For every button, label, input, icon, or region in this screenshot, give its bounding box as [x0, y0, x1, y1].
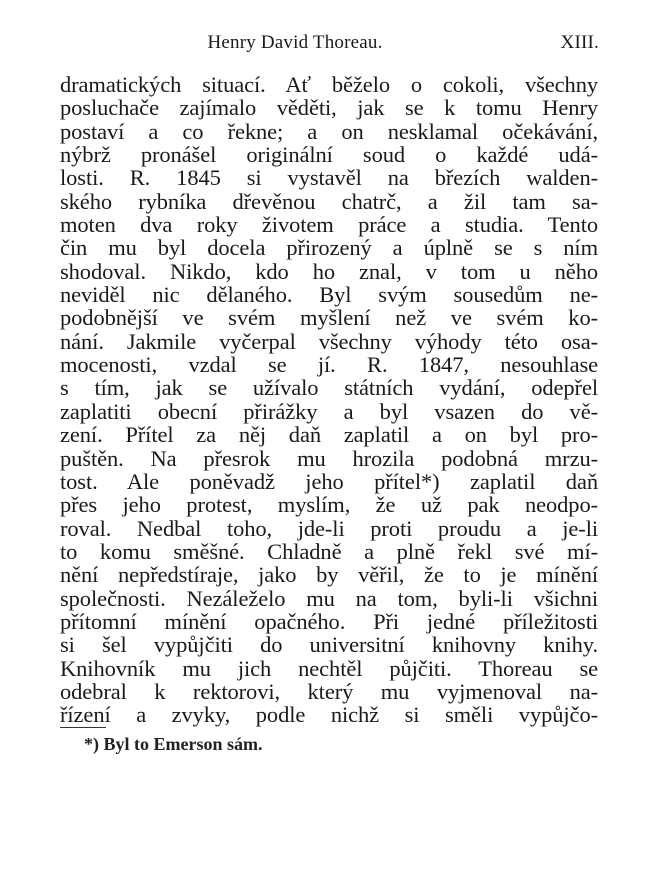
footnote-divider — [60, 727, 106, 728]
body-text — [60, 73, 598, 727]
text-line: zení. Přítel za něj daň zaplatil a on byl pro- — [60, 422, 598, 448]
text-line: posluchače zajímalo věděti, jak se k tomu Henry — [60, 95, 598, 121]
text-line: nění nepředstíraje, jako by věřil, že to je mínění — [60, 562, 598, 588]
text-line: čin mu byl docela přirozený a úplně se s ním — [60, 235, 598, 261]
text-line: s tím, jak se užívalo státních vydání, odepřel — [60, 375, 598, 401]
text-line: přes jeho protest, myslím, že už pak neodpo- — [60, 492, 598, 518]
text-line: dramatických situací. Ať běželo o cokoli, všechny — [60, 72, 598, 97]
text-line: ského rybníka dřevěnou chatrč, a žil tam sa- — [60, 188, 598, 214]
text-line: nání. Jakmile vyčerpal všechny výhody této osa- — [60, 328, 598, 354]
text-line: si šel vypůjčiti do universitní knihovny knihy. — [60, 632, 598, 658]
text-line: podobnější ve svém myšlení než ve svém ko- — [60, 305, 598, 331]
text-line: neviděl nic dělaného. Byl svým sousedům ne- — [60, 282, 598, 308]
page-number: XIII. — [560, 32, 599, 53]
running-header-title: Henry David Thoreau. — [207, 32, 383, 53]
text-line: losti. R. 1845 si vystavěl na březích walden- — [60, 165, 598, 191]
text-line: společnosti. Nezáleželo mu na tom, byli-li všichni — [60, 585, 598, 611]
text-line: puštěn. Na přesrok mu hrozila podobná mrzu- — [60, 445, 598, 471]
text-line: řízení a zvyky, podle nichž si směli vypůjčo- — [60, 702, 598, 728]
text-line: Knihovník mu jich nechtěl půjčiti. Thoreau se — [60, 655, 598, 681]
text-line: roval. Nedbal toho, jde-li proti proudu a je-li — [60, 515, 598, 541]
text-line: shodoval. Nikdo, kdo ho znal, v tom u něho — [60, 258, 598, 284]
text-line: zaplatiti obecní přirážky a byl vsazen do vě- — [60, 398, 598, 424]
text-line: to komu směšné. Chladně a plně řekl své mí- — [60, 538, 598, 564]
text-line: tost. Ale poněvadž jeho přítel*) zaplatil daň — [60, 468, 598, 494]
footnote: *) Byl to Emerson sám. — [84, 734, 263, 754]
text-line: přítomní mínění opačného. Při jedné příležitosti — [60, 608, 598, 634]
text-line: odebral k rektorovi, který mu vyjmenoval na- — [60, 678, 598, 704]
text-line: postaví a co řekne; a on nesklamal očekávání, — [60, 118, 598, 144]
text-line: moten dva roky životem práce a studia. Tento — [60, 212, 598, 238]
text-line: mocenosti, vzdal se jí. R. 1847, nesouhlase — [60, 352, 598, 378]
text-line: nýbrž pronášel originální soud o každé udá- — [60, 142, 598, 168]
